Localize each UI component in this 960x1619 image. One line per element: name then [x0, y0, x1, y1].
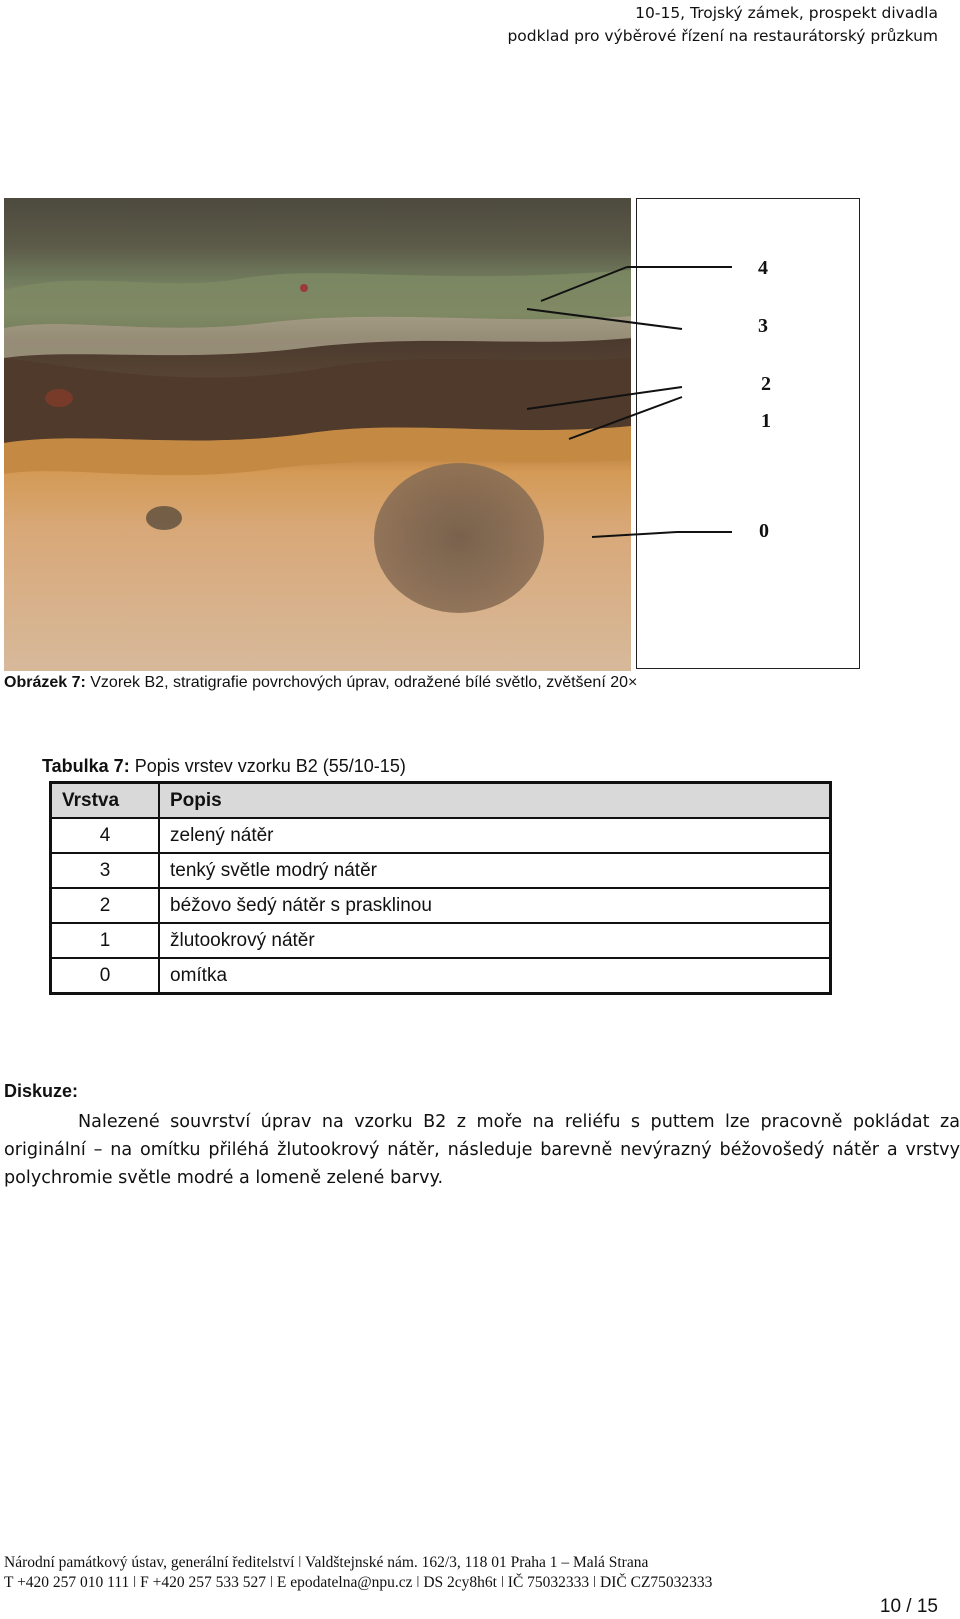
page-footer: [4, 1553, 712, 1593]
discussion-paragraph: Nalezené souvrství úprav na vzorku B2 z moře na reliéfu s puttem lze pracovně pokládat za originální – na omítku přiléhá žlutookrový nátěr, následuje barevně nevýrazný béžovošedý nátěr a vrstvy polychromie světle modré a lomeně zelené barvy.: [4, 1112, 960, 1188]
layer-label-panel: [636, 198, 860, 669]
layer-number: 3: [51, 853, 160, 888]
layer-description: zelený nátěr: [159, 818, 831, 853]
stratigraphy-figure: [4, 198, 860, 671]
footer-address: Národní památkový ústav, generální ředitelství ǀ Valdštejnské nám. 162/3, 118 01 Praha 1 – Malá Strana: [4, 1554, 649, 1571]
layer-pointer-lines: [637, 199, 861, 670]
page-number: 10 / 15: [879, 1596, 938, 1617]
layer-number: 0: [51, 958, 160, 994]
layer-label-3: 3: [758, 315, 768, 337]
layer-label-1: 1: [761, 410, 771, 432]
table-header-row: [51, 783, 831, 819]
layer-label-2: 2: [761, 373, 771, 395]
layer-number: 2: [51, 888, 160, 923]
table-row: [51, 853, 831, 888]
table-row: [51, 818, 831, 853]
cross-section-photo: [4, 198, 631, 671]
column-header-description: Popis: [159, 783, 831, 819]
discussion-heading: Diskuze:: [4, 1081, 79, 1101]
page-header: [507, 2, 938, 48]
layer-description-table: [49, 781, 832, 995]
figure-caption: [4, 674, 637, 692]
layer-number: 4: [51, 818, 160, 853]
layer-description: žlutookrový nátěr: [159, 923, 831, 958]
header-subtitle: podklad pro výběrové řízení na restaurátorský průzkum: [507, 27, 938, 45]
table-caption-text: Popis vrstev vzorku B2 (55/10-15): [129, 756, 406, 776]
table-row: [51, 888, 831, 923]
layer-label-0: 0: [759, 520, 769, 542]
layer-description: omítka: [159, 958, 831, 994]
layer-description: béžovo šedý nátěr s prasklinou: [159, 888, 831, 923]
figure-caption-text: Vzorek B2, stratigrafie povrchových úprav, odražené bílé světlo, zvětšení 20×: [85, 674, 638, 691]
footer-contacts: T +420 257 010 111 ǀ F +420 257 533 527 ǀ E epodatelna@npu.cz ǀ DS 2cy8h6t ǀ IČ 75032333 ǀ DIČ CZ75032333: [4, 1574, 713, 1591]
table-row: [51, 958, 831, 994]
table-caption: [42, 756, 406, 777]
layer-label-4: 4: [758, 257, 768, 279]
layer-number: 1: [51, 923, 160, 958]
table-caption-label: Tabulka 7:: [42, 756, 130, 776]
header-title: 10-15, Trojský zámek, prospekt divadla: [635, 4, 938, 22]
column-header-layer: Vrstva: [51, 783, 160, 819]
layer-description: tenký světle modrý nátěr: [159, 853, 831, 888]
table-row: [51, 923, 831, 958]
figure-caption-label: Obrázek 7:: [4, 674, 86, 691]
